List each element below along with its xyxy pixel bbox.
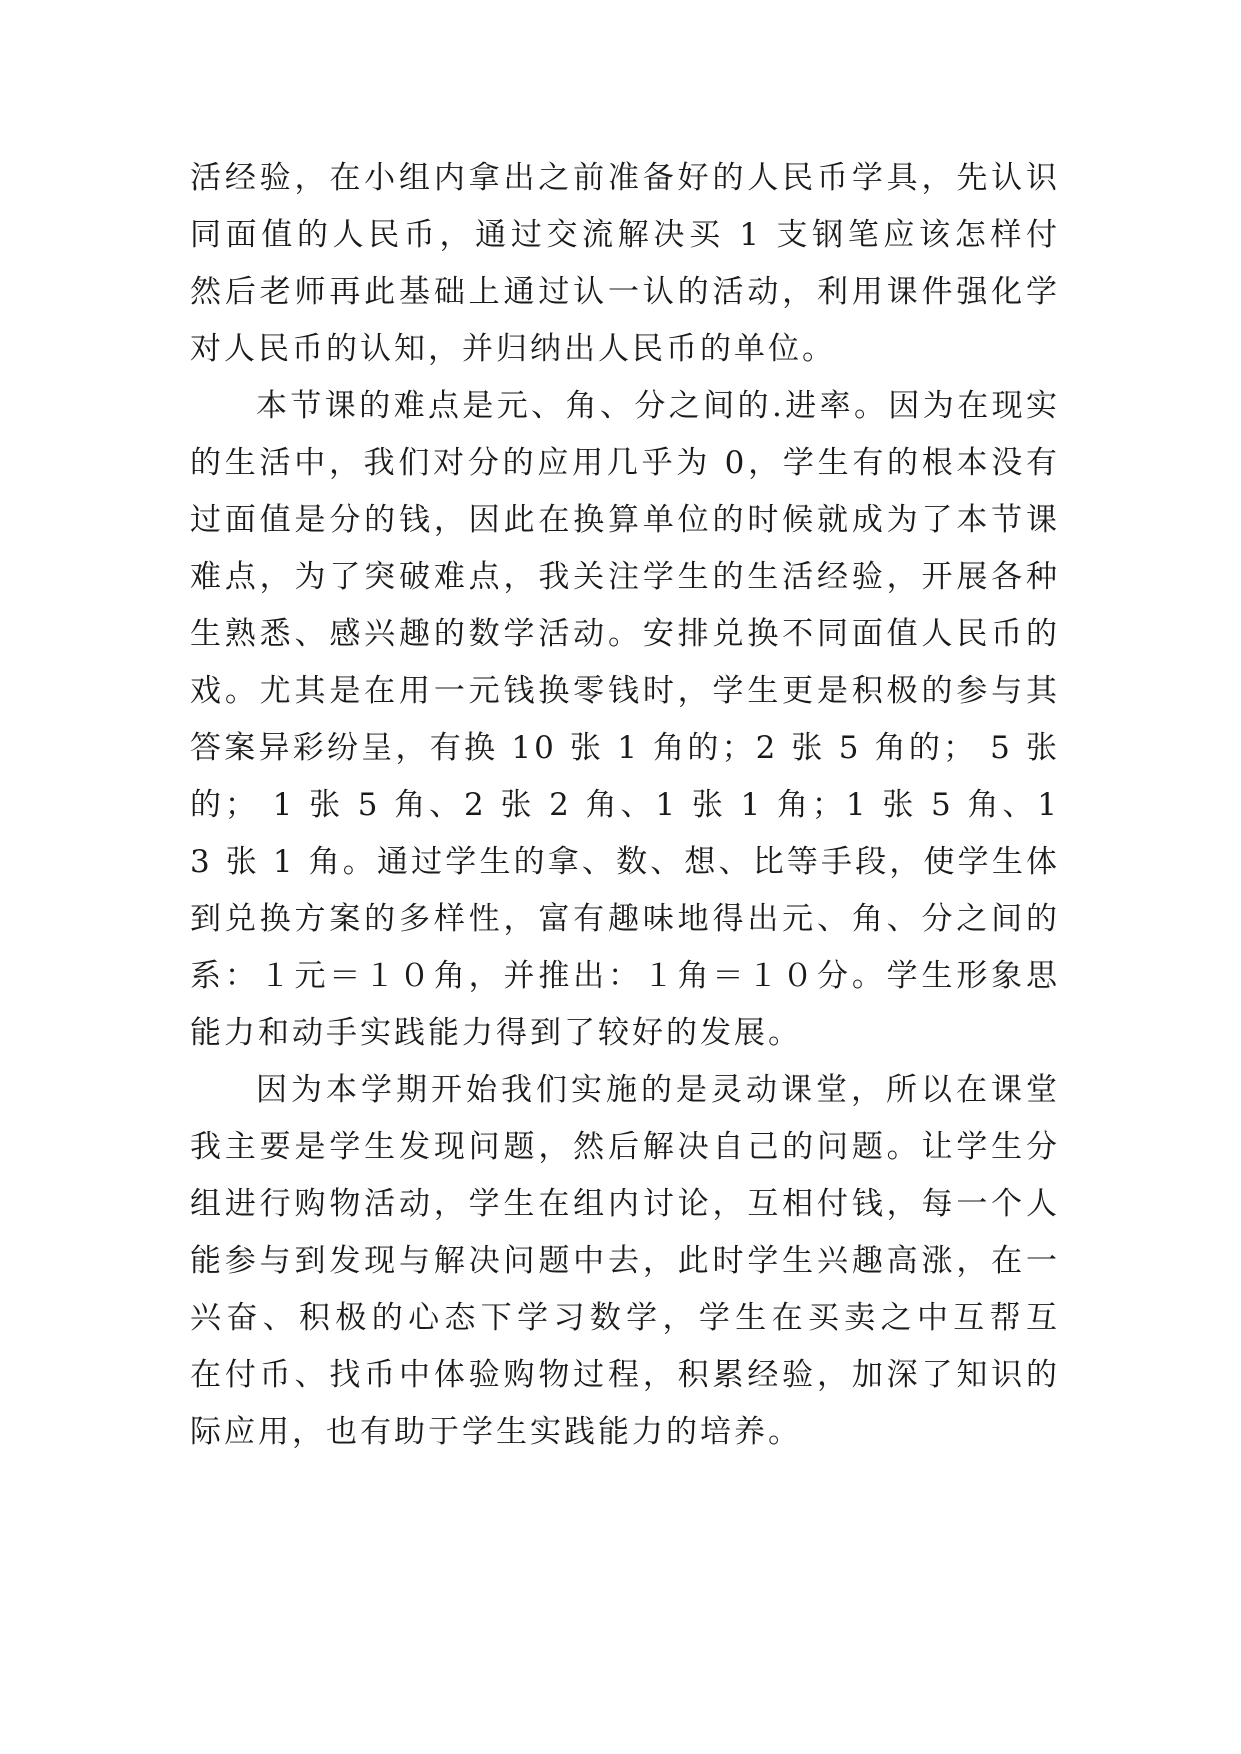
text-line: 我主要是学生发现问题，然后解决自己的问题。让学生分 — [190, 1129, 1060, 1165]
text-line: 对人民币的认知，并归纳出人民币的单位。 — [190, 331, 836, 367]
text-line: 过面值是分的钱，因此在换算单位的时候就成为了本节课 — [190, 502, 1060, 538]
text-line: 系：１元＝１０角，并推出：１角＝１０分。学生形象思 — [190, 958, 1060, 994]
text-line: 的生活中，我们对分的应用几乎为 0，学生有的根本没有 — [190, 445, 1060, 481]
text-line: 同面值的人民币，通过交流解决买 1 支钢笔应该怎样付 — [190, 217, 1060, 253]
text-line: 际应用，也有助于学生实践能力的培养。 — [190, 1414, 802, 1450]
text-line: 生熟悉、感兴趣的数学活动。安排兑换不同面值人民币的 — [190, 616, 1060, 652]
text-line: 因为本学期开始我们实施的是灵动课堂，所以在课堂 — [256, 1072, 1060, 1108]
paragraph-3 — [190, 1062, 1060, 1461]
paragraph-2 — [190, 378, 1060, 1062]
paragraph-1 — [190, 150, 1060, 378]
text-line: 能力和动手实践能力得到了较好的发展。 — [190, 1015, 802, 1051]
text-line: 难点，为了突破难点，我关注学生的生活经验，开展各种 — [190, 559, 1060, 595]
text-line: 组进行购物活动，学生在组内讨论，互相付钱，每一个人 — [190, 1186, 1060, 1222]
text-line: 3 张 1 角。通过学生的拿、数、想、比等手段，使学生体 — [190, 844, 1060, 880]
text-line: 能参与到发现与解决问题中去，此时学生兴趣高涨，在一 — [190, 1243, 1060, 1279]
text-line: 答案异彩纷呈，有换 10 张 1 角的；2 张 5 角的； 5 张 — [190, 730, 1060, 766]
document-body — [190, 150, 1060, 1461]
text-line: 然后老师再此基础上通过认一认的活动，利用课件强化学 — [190, 274, 1060, 310]
text-line: 活经验，在小组内拿出之前准备好的人民币学具，先认识 — [190, 160, 1060, 196]
text-line: 在付币、找币中体验购物过程，积累经验，加深了知识的 — [190, 1357, 1060, 1393]
text-line: 的； 1 张 5 角、2 张 2 角、1 张 1 角；1 张 5 角、1 — [190, 787, 1060, 823]
text-line: 戏。尤其是在用一元钱换零钱时，学生更是积极的参与其 — [190, 673, 1060, 709]
text-line: 兴奋、积极的心态下学习数学，学生在买卖之中互帮互 — [190, 1300, 1060, 1336]
text-line: 到兑换方案的多样性，富有趣味地得出元、角、分之间的 — [190, 901, 1060, 937]
text-line: 本节课的难点是元、角、分之间的.进率。因为在现实 — [256, 388, 1060, 424]
